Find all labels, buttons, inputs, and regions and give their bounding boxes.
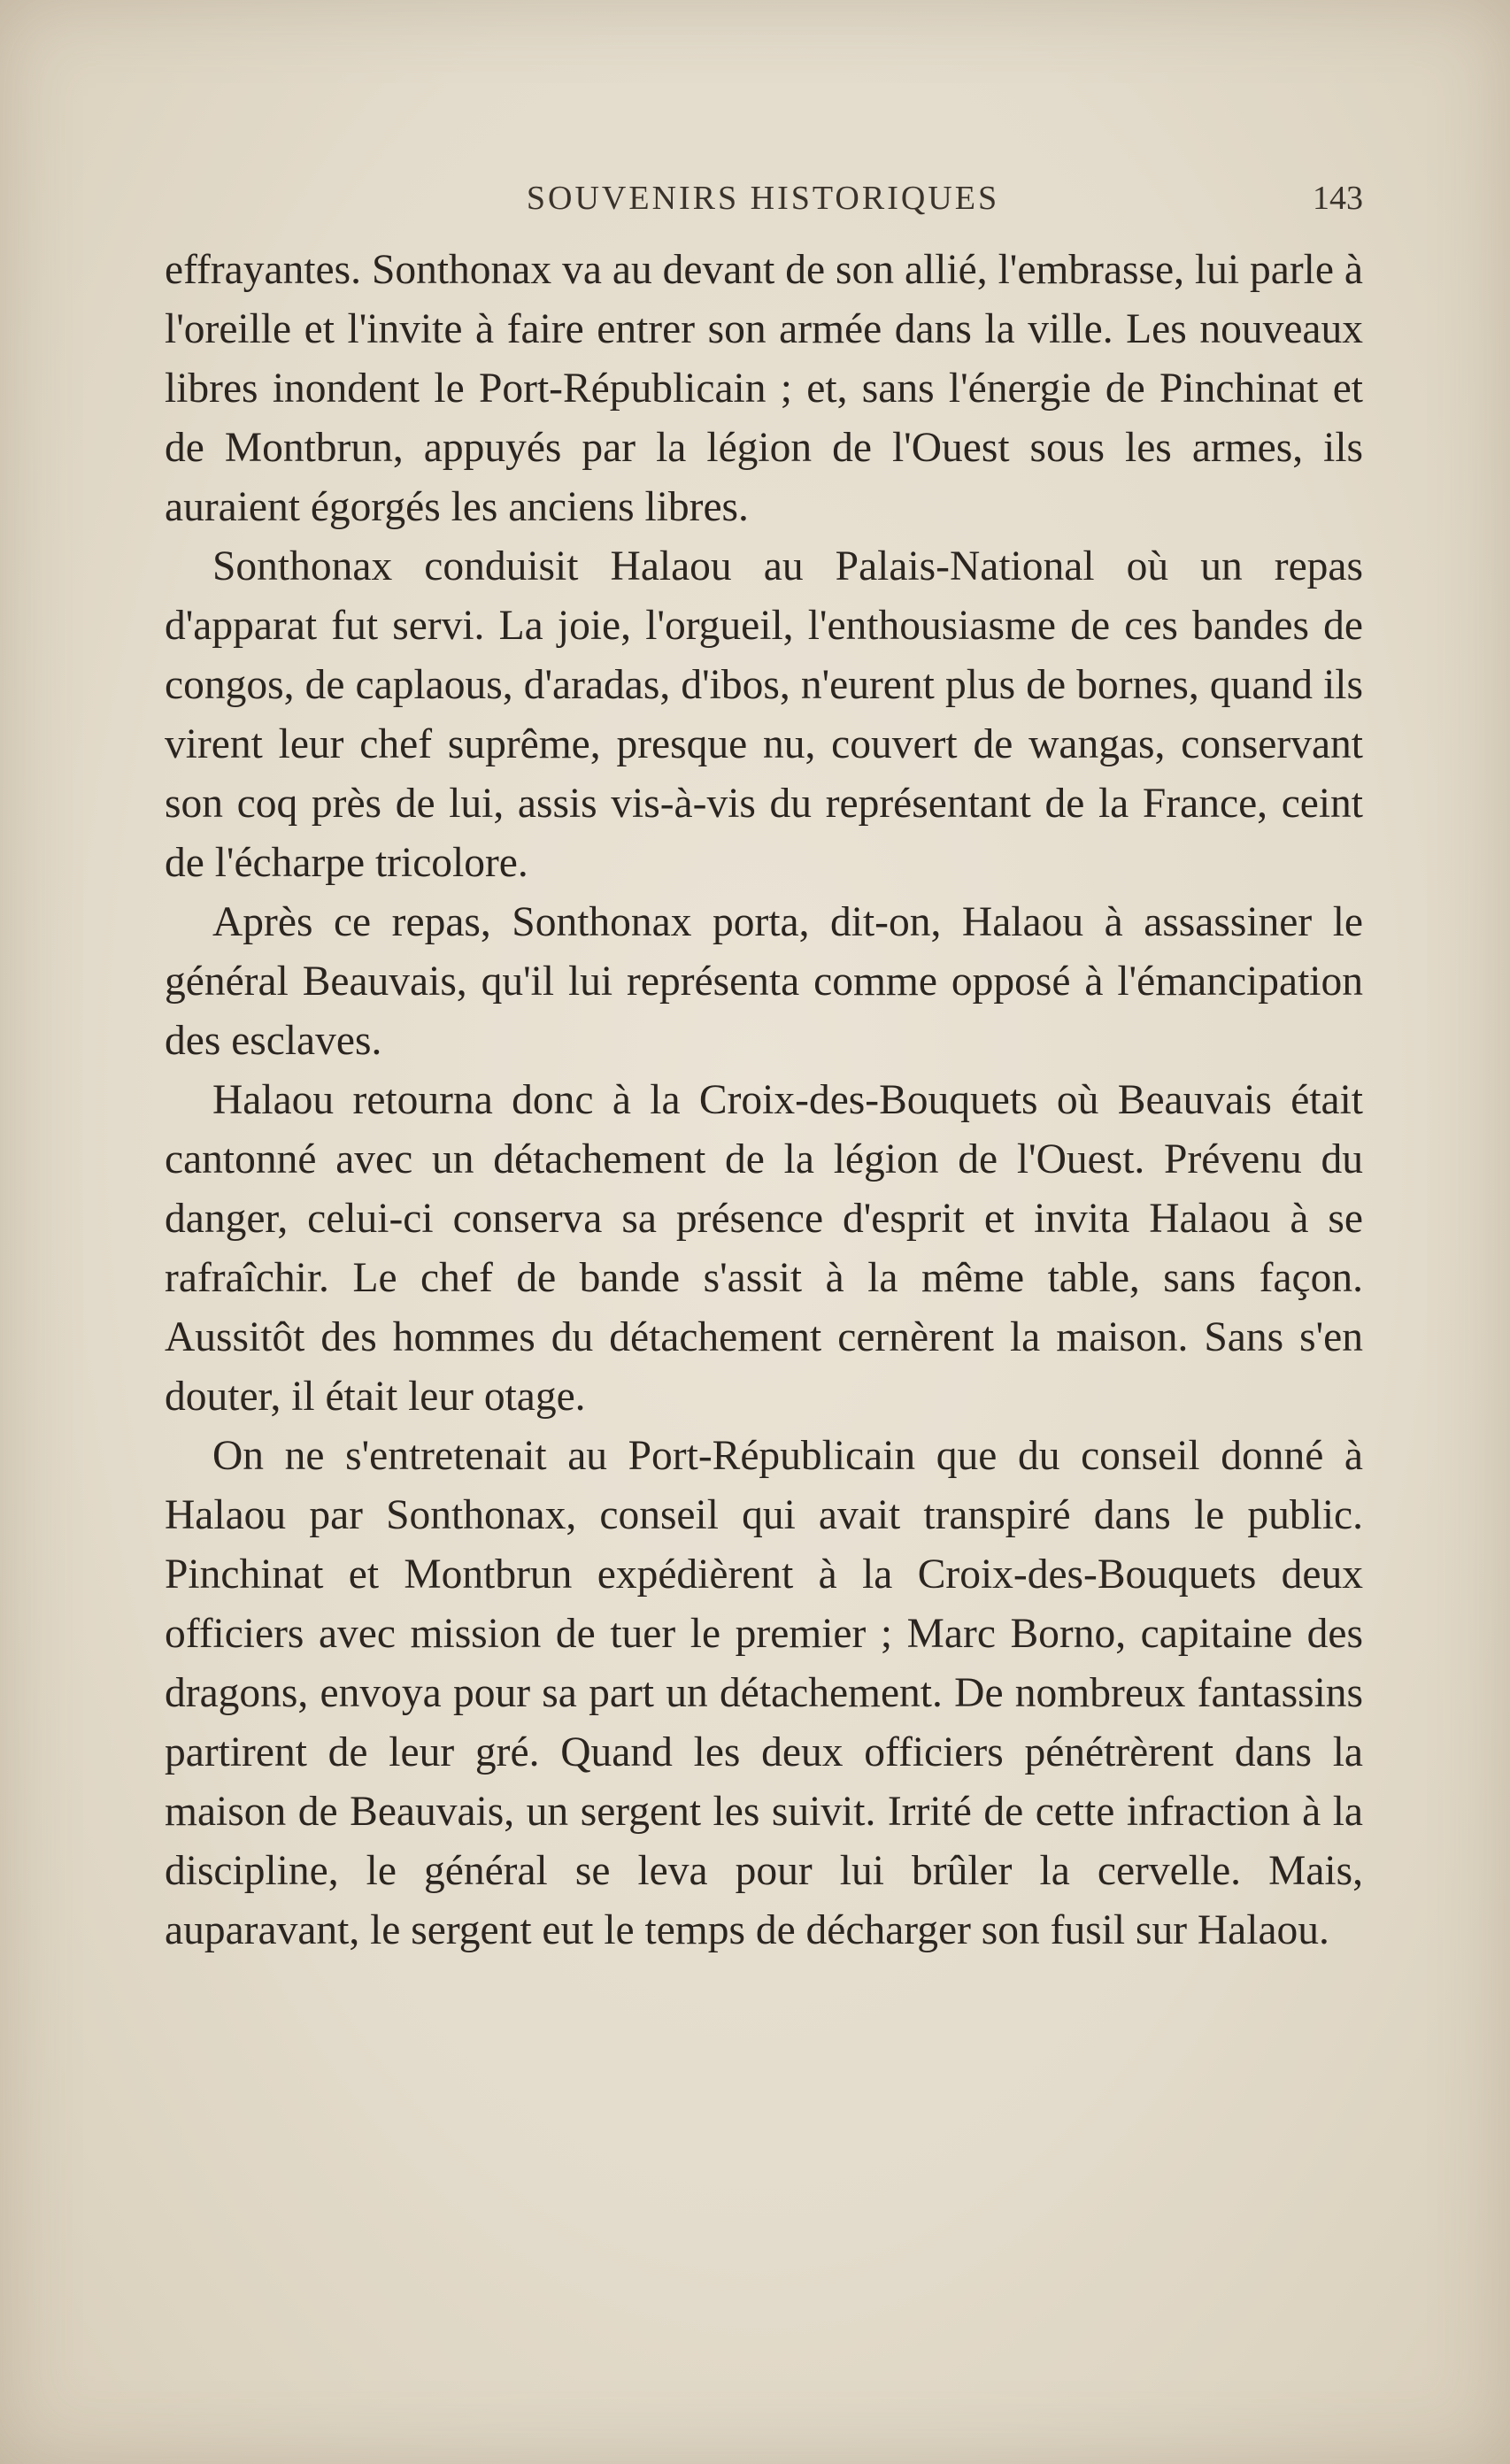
paragraph-4: Halaou retourna donc à la Croix-des-Bouquets où Beauvais était cantonné avec un détachement de la légion de l'Ouest. Prévenu du danger, celui-ci conserva sa présence d'esprit et invita Halaou à se rafraîchir. Le chef de bande s'assit à la même table, sans façon. Aussitôt des hommes du détachement cernèrent la maison. Sans s'en douter, il était leur otage. [165, 1077, 1363, 1420]
page-header [163, 173, 1363, 223]
running-title: SOUVENIRS HISTORIQUES [526, 180, 1000, 217]
paragraph-1: effrayantes. Sonthonax va au devant de son allié, l'embrasse, lui parle à l'oreille et l'invite à faire entrer son armée dans la ville. Les nouveaux libres inondent le Port-Républicain ; et, sans l'énergie de Pinchinat et de Montbrun, appuyés par la légion de l'Ouest sous les armes, ils auraient égorgés les anciens libres. [165, 247, 1363, 530]
paragraph-3: Après ce repas, Sonthonax porta, dit-on, Halaou à assassiner le général Beauvais, qu'il lui représenta comme opposé à l'émancipation des esclaves. [165, 899, 1363, 1064]
page-number: 143 [1313, 180, 1363, 217]
paragraph-2: Sonthonax conduisit Halaou au Palais-National où un repas d'apparat fut servi. La joie, l'orgueil, l'enthousiasme de ces bandes de congos, de caplaous, d'aradas, d'ibos, n'eurent plus de bornes, quand ils virent leur chef suprême, presque nu, couvert de wangas, conservant son coq près de lui, assis vis-à-vis du représentant de la France, ceint de l'écharpe tricolore. [165, 543, 1363, 886]
body-text [165, 241, 1363, 1960]
paragraph-5: On ne s'entretenait au Port-Républicain que du conseil donné à Halaou par Sonthonax, conseil qui avait transpiré dans le public. Pinchinat et Montbrun expédièrent à la Croix-des-Bouquets deux officiers avec mission de tuer le premier ; Marc Borno, capitaine des dragons, envoya pour sa part un détachement. De nombreux fantassins partirent de leur gré. Quand les deux officiers pénétrèrent dans la maison de Beauvais, un sergent les suivit. Irrité de cette infraction à la discipline, le général se leva pour lui brûler la cervelle. Mais, auparavant, le sergent eut le temps de décharger son fusil sur Halaou. [165, 1433, 1363, 1953]
